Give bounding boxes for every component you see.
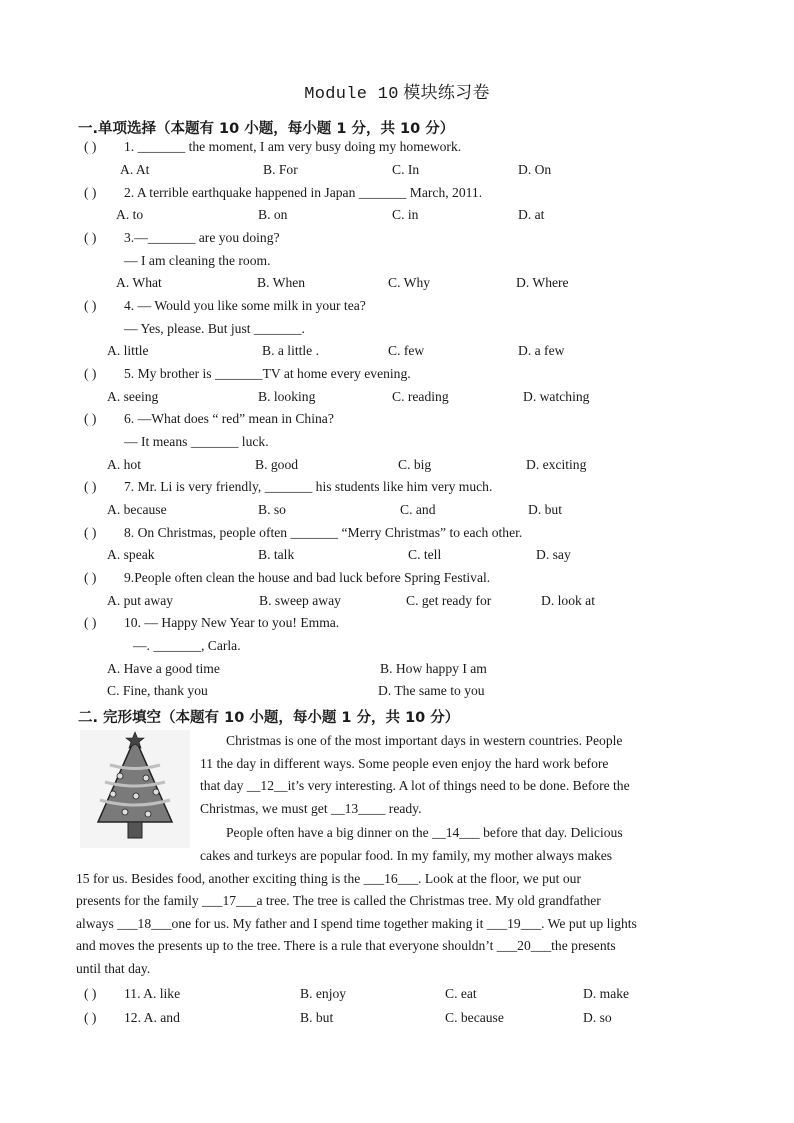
- question-10-sub: [0, 638, 794, 658]
- answer-paren[interactable]: ( ): [84, 479, 97, 494]
- option-c: C. eat: [445, 986, 477, 1001]
- question-stem: 2. A terrible earthquake happened in Japan _______ March, 2011.: [124, 185, 483, 200]
- option-c: C. get ready for: [406, 593, 492, 608]
- question-stem: 10. — Happy New Year to you! Emma.: [124, 615, 340, 630]
- option-b: B. so: [258, 502, 286, 517]
- question-3-options: [0, 275, 794, 295]
- title-cn: 模块练习卷: [398, 83, 490, 102]
- passage-line-1: Christmas is one of the most important days in western countries. People: [226, 733, 623, 748]
- question-5-options: [0, 389, 794, 409]
- question-10: [0, 615, 794, 635]
- question-9-options: [0, 593, 794, 613]
- question-2: [0, 185, 794, 205]
- option-c: C. and: [400, 502, 436, 517]
- section-1-heading: 一.单项选择（本题有 10 小题，每小题 1 分，共 10 分）: [78, 121, 455, 137]
- option-a: A. to: [116, 207, 144, 222]
- option-c: C. big: [398, 457, 432, 472]
- option-d: D. The same to you: [378, 683, 485, 698]
- cloze-question-11: [0, 986, 794, 1006]
- option-b: B. enjoy: [300, 986, 347, 1001]
- passage-line-9: always ___18___one for us. My father and I spend time together making it ___19___. We put up lights: [76, 916, 637, 931]
- cloze-stem: 12. A. and: [124, 1010, 180, 1025]
- option-d: D. a few: [518, 343, 565, 358]
- page-title: [0, 78, 794, 104]
- option-d: D. On: [518, 162, 552, 177]
- option-b: B. good: [255, 457, 299, 472]
- answer-paren[interactable]: ( ): [84, 525, 97, 540]
- title-module: Module 10: [304, 85, 399, 104]
- question-3: [0, 230, 794, 250]
- passage-line-3: that day __12__it’s very interesting. A lot of things need to be done. Before the: [200, 778, 630, 793]
- question-6-sub: [0, 434, 794, 454]
- option-c: C. because: [445, 1010, 504, 1025]
- question-stem: 7. Mr. Li is very friendly, _______ his students like him very much.: [124, 479, 493, 494]
- answer-paren[interactable]: ( ): [84, 1010, 97, 1025]
- passage-line-7: 15 for us. Besides food, another exciting thing is the ___16___. Look at the floor, we put our: [76, 871, 581, 886]
- option-d: D. look at: [541, 593, 595, 608]
- option-a: A. At: [120, 162, 150, 177]
- option-c: C. in: [392, 207, 419, 222]
- answer-paren[interactable]: ( ): [84, 185, 97, 200]
- question-2-options: [0, 207, 794, 227]
- question-response: —. _______, Carla.: [133, 638, 241, 653]
- option-b: B. When: [257, 275, 306, 290]
- question-3-sub: [0, 253, 794, 273]
- option-a: A. What: [116, 275, 162, 290]
- option-d: D. but: [528, 502, 562, 517]
- option-a: A. hot: [107, 457, 141, 472]
- option-b: B. sweep away: [259, 593, 341, 608]
- question-stem: 1. _______ the moment, I am very busy doing my homework.: [124, 139, 462, 154]
- option-c: C. tell: [408, 547, 442, 562]
- option-c: C. few: [388, 343, 425, 358]
- passage-line-6: cakes and turkeys are popular food. In my family, my mother always makes: [200, 848, 613, 863]
- question-6-options: [0, 457, 794, 477]
- option-a: A. seeing: [107, 389, 159, 404]
- question-4: [0, 298, 794, 318]
- option-d: D. so: [583, 1010, 612, 1025]
- answer-paren[interactable]: ( ): [84, 298, 97, 313]
- option-c: C. reading: [392, 389, 449, 404]
- passage-line-11: until that day.: [76, 961, 151, 976]
- answer-paren[interactable]: ( ): [84, 366, 97, 381]
- option-b: B. looking: [258, 389, 316, 404]
- passage-line-5: People often have a big dinner on the __14___ before that day. Delicious: [226, 825, 623, 840]
- question-9: [0, 570, 794, 590]
- option-b: B. talk: [258, 547, 295, 562]
- option-c: C. Why: [388, 275, 431, 290]
- question-stem: 9.People often clean the house and bad luck before Spring Festival.: [124, 570, 491, 585]
- option-d: D. say: [536, 547, 571, 562]
- option-a: A. because: [107, 502, 167, 517]
- option-b: B. a little .: [262, 343, 320, 358]
- answer-paren[interactable]: ( ): [84, 570, 97, 585]
- answer-paren[interactable]: ( ): [84, 230, 97, 245]
- passage-line-10: and moves the presents up to the tree. There is a rule that everyone shouldn’t ___20___the presents: [76, 938, 616, 953]
- option-c: C. In: [392, 162, 420, 177]
- christmas-tree-image: [80, 730, 190, 848]
- question-stem: 5. My brother is _______TV at home every evening.: [124, 366, 411, 381]
- cloze-stem: 11. A. like: [124, 986, 181, 1001]
- question-stem: 3.—_______ are you doing?: [124, 230, 280, 245]
- option-d: D. make: [583, 986, 630, 1001]
- answer-paren[interactable]: ( ): [84, 986, 97, 1001]
- question-4-options: [0, 343, 794, 363]
- option-a: A. speak: [107, 547, 155, 562]
- question-8-options: [0, 547, 794, 567]
- option-a: A. little: [107, 343, 149, 358]
- question-4-sub: [0, 321, 794, 341]
- question-stem: 4. — Would you like some milk in your tea?: [124, 298, 366, 313]
- option-a: A. Have a good time: [107, 661, 220, 676]
- option-b: B. but: [300, 1010, 334, 1025]
- question-1: [0, 139, 794, 159]
- option-b: B. How happy I am: [380, 661, 487, 676]
- section-2-heading: 二. 完形填空（本题有 10 小题，每小题 1 分，共 10 分）: [78, 710, 460, 726]
- option-a: A. put away: [107, 593, 174, 608]
- question-response: — Yes, please. But just _______.: [124, 321, 305, 336]
- question-8: [0, 525, 794, 545]
- option-c: C. Fine, thank you: [107, 683, 208, 698]
- question-5: [0, 366, 794, 386]
- passage-line-2: 11 the day in different ways. Some people even enjoy the hard work before: [200, 756, 609, 771]
- question-stem: 8. On Christmas, people often _______ “Merry Christmas” to each other.: [124, 525, 523, 540]
- question-7: [0, 479, 794, 499]
- option-d: D. exciting: [526, 457, 587, 472]
- option-b: B. For: [263, 162, 298, 177]
- answer-paren[interactable]: ( ): [84, 411, 97, 426]
- question-response: — It means _______ luck.: [124, 434, 269, 449]
- question-response: — I am cleaning the room.: [124, 253, 271, 268]
- question-stem: 6. —What does “ red” mean in China?: [124, 411, 334, 426]
- option-d: D. Where: [516, 275, 569, 290]
- cloze-question-12: [0, 1010, 794, 1030]
- question-1-options: [0, 162, 794, 182]
- option-b: B. on: [258, 207, 288, 222]
- answer-paren[interactable]: ( ): [84, 139, 97, 154]
- question-10-options-cd: [0, 683, 794, 703]
- passage-line-4: Christmas, we must get __13____ ready.: [200, 801, 422, 816]
- answer-paren[interactable]: ( ): [84, 615, 97, 630]
- question-7-options: [0, 502, 794, 522]
- passage-line-8: presents for the family ___17___a tree. The tree is called the Christmas tree. My old grandfather: [76, 893, 601, 908]
- question-6: [0, 411, 794, 431]
- option-d: D. watching: [523, 389, 590, 404]
- option-d: D. at: [518, 207, 545, 222]
- question-10-options-ab: [0, 661, 794, 681]
